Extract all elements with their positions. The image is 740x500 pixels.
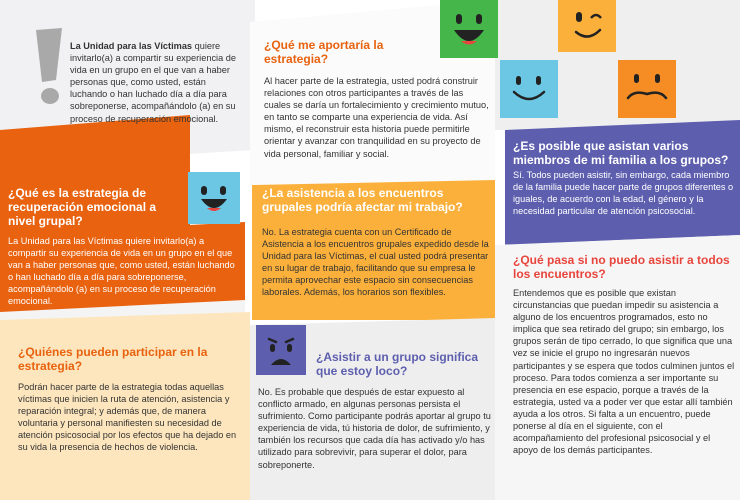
smile-face-icon xyxy=(500,60,558,118)
wink-face-icon xyxy=(558,0,616,52)
section-absence-title: ¿Qué pasa si no puedo asistir a todos los encuentros? xyxy=(513,253,730,281)
section-what-body: La Unidad para las Víctimas quiere invitarlo(a) a compartir su experiencia de vida en un grupo en el que van a haber personas que, como usted, están luchando o han luchado día a día para sobreponerse, acompañándolo (a) en su proceso de recuperación emocional. xyxy=(8,236,235,307)
smiley-face-icon xyxy=(188,172,240,224)
section-what-title: ¿Qué es la estrategia de recuperación emocional a nivel grupal? xyxy=(8,186,157,228)
intro-body: quiere invitarlo(a) a compartir su experiencia de vida en un grupo en el que van a haber personas que, como usted, están luchando o han luchado día a día para sobreponerse, acompañándolo (a) en su proceso de recuperación emocional. xyxy=(70,41,236,124)
section-crazy-title: ¿Asistir a un grupo significa que estoy loco? xyxy=(316,350,479,378)
happy-face-icon xyxy=(440,0,498,58)
section-who-title: ¿Quiénes pueden participar en la estrategia? xyxy=(18,345,208,373)
intro-lead: La Unidad para las Víctimas xyxy=(70,41,193,51)
section-family-body: Sí. Todos pueden asistir, sin embargo, cada miembro de la familia puede hacer parte de grupos diferentes o iguales, de acuerdo con la edad, el género y la necesidad particular de atención psicosocial. xyxy=(513,170,734,217)
section-work-body: No. La estrategia cuenta con un Certificado de Asistencia a los encuentros grupales expedido desde la Unidad para las Víctimas, el cual usted podrá presentar en su lugar de trabajo, facilitando que su empresa le permita aprovechar este espacio sin consecuencias laborales. Además, los horarios son flexibles. xyxy=(262,227,489,298)
section-absence-body: Entendemos que es posible que existan circunstancias que puedan impedir su asistencia a alguno de los encuentros programados, esto no implica que sea retirado del grupo; sin embargo, los grupos serán de tipo cerrado, lo que significa que una vez se inicie el grupo no ingresarán nuevos participantes y se espera que todos culminen juntos el proceso. Para todos comienza a ser importante su presencia en ese espacio, porque a través de la estrategia, usted va a poder ver que estar allí también ayuda a los otros. Si falta a un encuentro, puede ponerse al día en el siguiente, con el acompañamiento del profesional psicosocial y el apoyo de los demás participantes. xyxy=(513,288,735,456)
section-work-title: ¿La asistencia a los encuentros grupales podría afectar mi trabajo? xyxy=(262,186,463,214)
section-who-body: Podrán hacer parte de la estrategia todas aquellas víctimas que inicien la ruta de atención, asistencia y reparación integral; y además que, de manera voluntaria y personal manifiesten su necesidad de atención psicosocial por los efectos que ha dejado en su vida la presencia de hechos de violencia. xyxy=(18,382,237,453)
exclamation-icon xyxy=(32,28,64,108)
worried-face-icon xyxy=(256,325,306,375)
mustache-face-icon xyxy=(618,60,676,118)
section-benefit-body: Al hacer parte de la estrategia, usted podrá construir relaciones con otros participantes a través de las cuales se daría un fortalecimiento y crecimiento mutuo, en tanto se comparte una experiencia de vida. Así mismo, el reconstruir esta historia puede permitirle orientar y avanzar con tranquilidad en su proyecto de vida personal, familiar y social. xyxy=(264,76,489,159)
section-benefit-title: ¿Qué me aportaría la estrategia? xyxy=(264,38,384,66)
section-family-title: ¿Es posible que asistan varios miembros de mi familia a los grupos? xyxy=(513,139,729,167)
section-crazy-body: No. Es probable que después de estar expuesto al conflicto armado, en algunas personas persista el sufrimiento. Como participante podrás aportar al grupo tu experiencia de vida, tú historia de dolor, de sufrimiento, y también los recursos que cada día has activado y/o has utilizado para sobrevivir, para superar el dolor, para sobreponerte. xyxy=(258,387,491,470)
intro-paragraph xyxy=(70,40,242,125)
